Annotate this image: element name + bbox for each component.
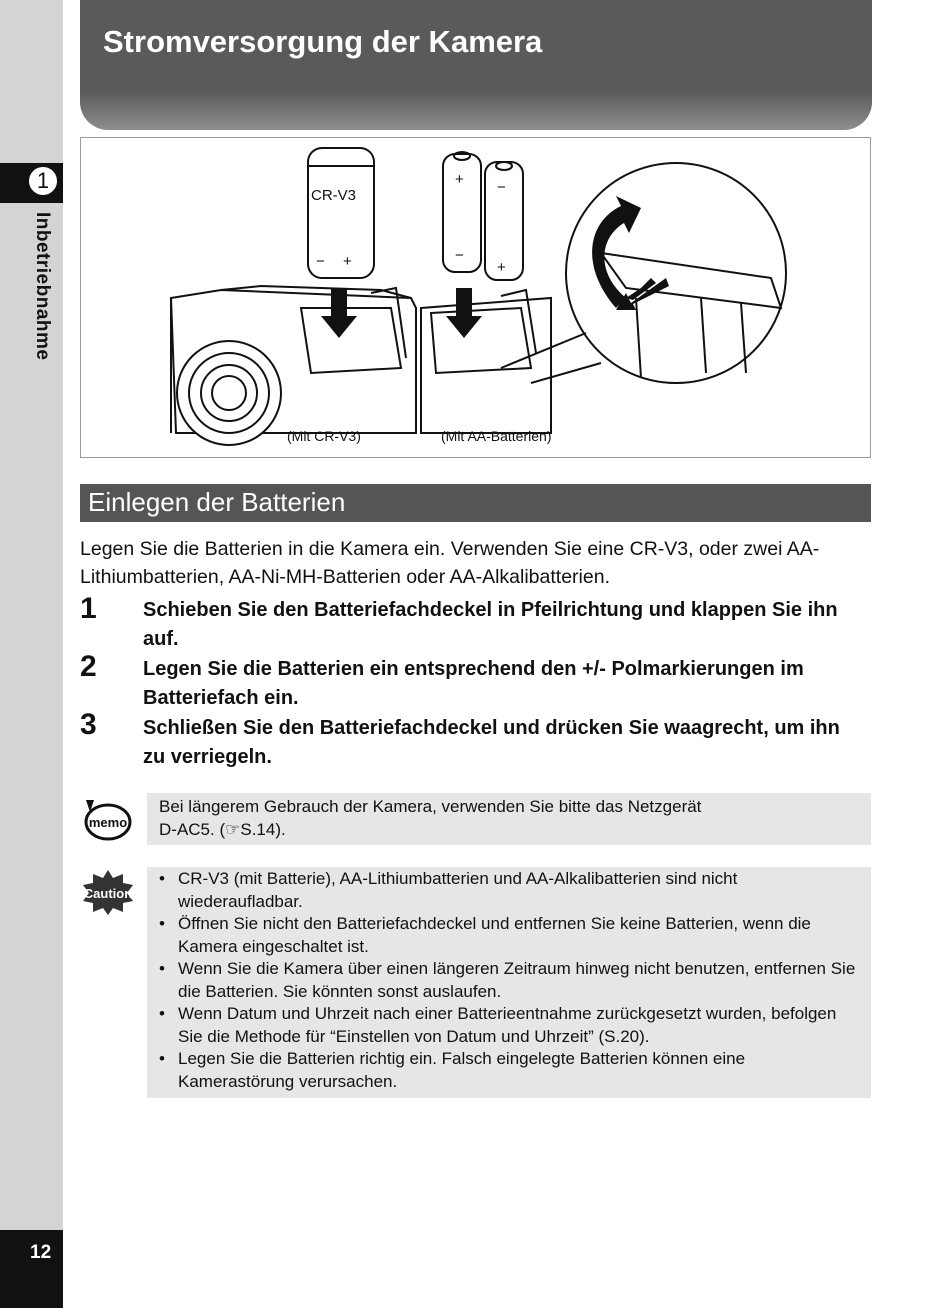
camera-battery-diagram [81,138,870,457]
step-text-3: Schließen Sie den Batteriefachdeckel und drücken Sie waagrecht, um ihn zu verriegeln. [143,717,840,768]
memo-icon [80,796,132,842]
caution-item: • CR-V3 (mit Batterie), AA-Lithiumbatterien und AA-Alkalibatterien sind nicht wiederaufladbar. [159,868,859,913]
caution-icon-label: Caution [83,886,133,901]
svg-text:+: + [343,253,352,270]
section-heading: Einlegen der Batterien [88,487,346,517]
caution-icon [80,868,136,916]
step-number-3: 3 [80,708,97,741]
memo-text [159,795,859,841]
battery-illustration [80,137,871,458]
caution-item: • Legen Sie die Batterien richtig ein. Falsch eingelegte Batterien können eine Kamerastörung verursachen. [159,1048,859,1093]
intro-paragraph: Legen Sie die Batterien in die Kamera ein. Verwenden Sie eine CR-V3, oder zwei AA-Lithiumbatterien, AA-Ni-MH-Batterien oder AA-Alkalibatterien. [80,538,820,588]
caption-crv3: (Mit CR-V3) [287,428,361,444]
step-number-1: 1 [80,592,97,625]
step-text-1: Schieben Sie den Batteriefachdeckel in Pfeilrichtung und klappen Sie ihn auf. [143,599,838,650]
svg-text:−: − [455,247,464,264]
camera-lens-outer [177,341,281,445]
svg-text:−: − [316,253,325,270]
page-number: 12 [30,1242,52,1263]
svg-text:−: − [497,179,506,196]
svg-text:+: + [455,171,464,188]
caution-item: • Wenn Sie die Kamera über einen längeren Zeitraum hinweg nicht benutzen, entfernen Sie die Batterien. Sie könnten sonst auslaufen. [159,958,859,1003]
memo-icon-label: memo [88,815,128,830]
caution-item: • Wenn Datum und Uhrzeit nach einer Batterieentnahme zurückgesetzt wurden, befolgen Sie die Methode für “Einstellen von Datum und Uhrzeit” (S.20). [159,1003,859,1048]
page-title: Stromversorgung der Kamera [103,24,543,59]
memo-line-2: D-AC5. (☞S.14). [159,820,286,839]
memo-line-1: Bei längerem Gebrauch der Kamera, verwenden Sie bitte das Netzgerät [159,797,702,816]
chapter-number: 1 [27,165,59,197]
crv3-battery-label: CR-V3 [311,187,357,204]
title-bar [80,0,872,130]
svg-text:+: + [497,259,506,276]
caution-list [159,868,859,1093]
caption-aa: (Mit AA-Batterien) [441,428,552,444]
step-number-2: 2 [80,650,97,683]
caution-item: • Öffnen Sie nicht den Batteriefachdeckel und entfernen Sie keine Batterien, wenn die Kamera eingeschaltet ist. [159,913,859,958]
chapter-label: Inbetriebnahme [32,212,53,361]
step-text-2: Legen Sie die Batterien ein entsprechend den +/- Polmarkierungen im Batteriefach ein. [143,658,804,709]
